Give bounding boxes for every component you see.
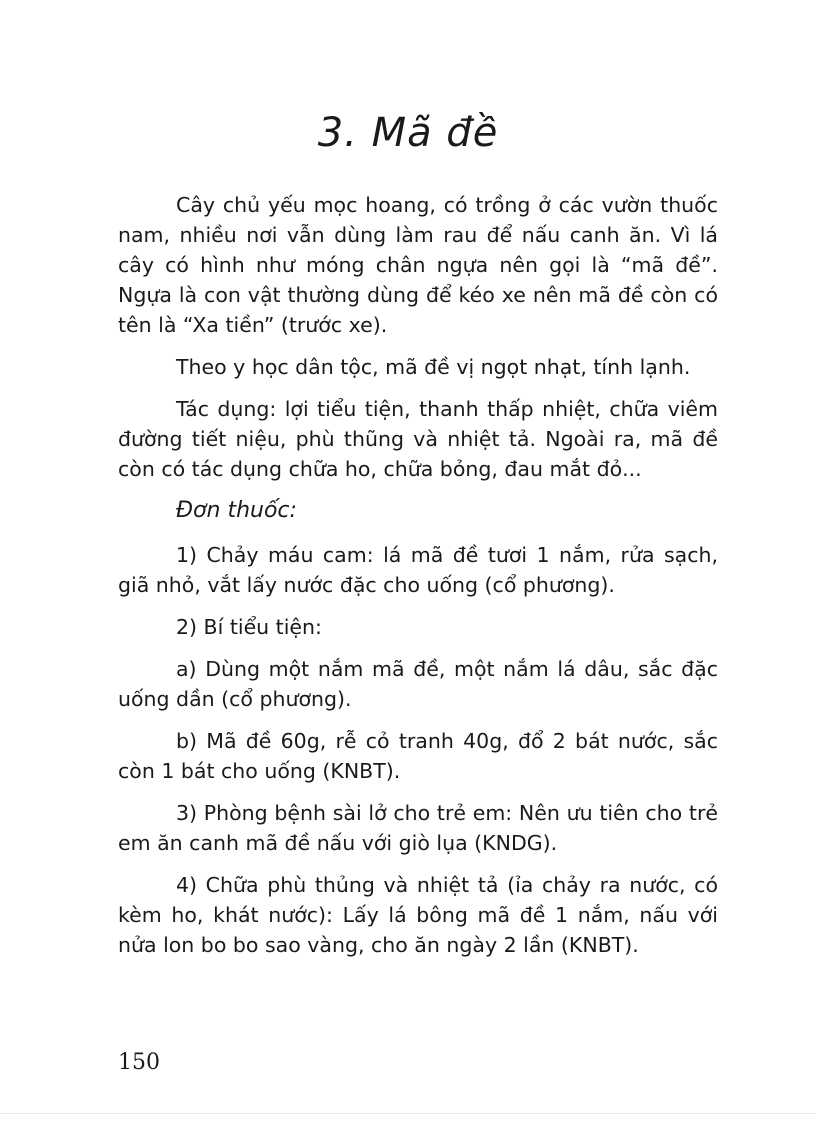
remedy-item: 2) Bí tiểu tiện: <box>176 615 322 639</box>
remedy-item: a) Dùng một nắm mã đề, một nắm lá dâu, sắc đặc uống dần (cổ phương). <box>118 657 718 711</box>
page-title: 3. Mã đề <box>317 110 499 156</box>
remedy-item: 3) Phòng bệnh sài lở cho trẻ em: Nên ưu tiên cho trẻ em ăn canh mã đề nấu với giò lụa (KNDG). <box>118 801 718 855</box>
paragraph-description: Cây chủ yếu mọc hoang, có trồng ở các vườn thuốc nam, nhiều nơi vẫn dùng làm rau để nấu canh ăn. Vì lá cây có hình như móng chân ngựa nên gọi là “mã đề”. Ngựa là con vật thường dùng để kéo xe nên mã đề còn có tên là “Xa tiền” (trước xe). <box>118 193 718 337</box>
paragraph-effects: Tác dụng: lợi tiểu tiện, thanh thấp nhiệt, chữa viêm đường tiết niệu, phù thũng và nhiệt tả. Ngoài ra, mã đề còn có tác dụng chữa ho, chữa bỏng, đau mắt đỏ... <box>118 397 718 481</box>
page-number: 150 <box>118 1050 160 1075</box>
page-edge-divider <box>0 1113 816 1114</box>
body-text <box>118 190 718 972</box>
remedy-item: 1) Chảy máu cam: lá mã đề tươi 1 nắm, rửa sạch, giã nhỏ, vắt lấy nước đặc cho uống (cổ phương). <box>118 543 718 597</box>
remedy-item: b) Mã đề 60g, rễ cỏ tranh 40g, đổ 2 bát nước, sắc còn 1 bát cho uống (KNBT). <box>118 729 718 783</box>
remedies-heading: Đơn thuốc: <box>176 498 297 523</box>
remedy-item: 4) Chữa phù thủng và nhiệt tả (ỉa chảy ra nước, có kèm ho, khát nước): Lấy lá bông mã đề 1 nắm, nấu với nửa lon bo bo sao vàng, cho ăn ngày 2 lần (KNBT). <box>118 873 718 957</box>
paragraph-properties: Theo y học dân tộc, mã đề vị ngọt nhạt, tính lạnh. <box>176 355 691 379</box>
